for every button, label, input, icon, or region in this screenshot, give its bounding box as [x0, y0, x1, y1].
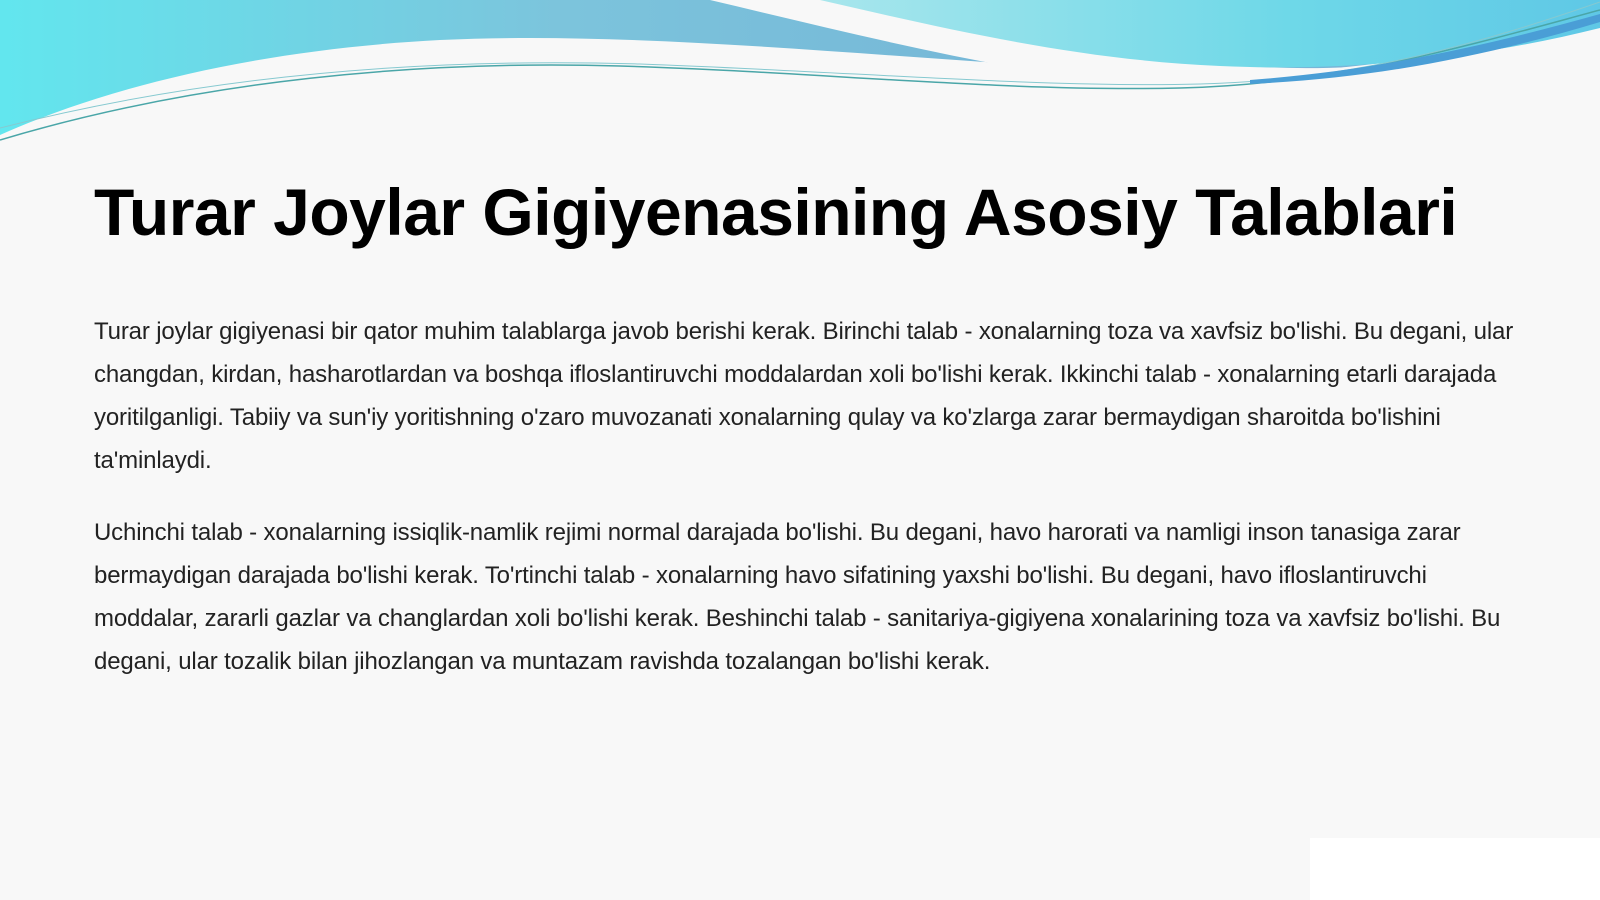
paragraph-1: Turar joylar gigiyenasi bir qator muhim talablarga javob berishi kerak. Birinchi talab - xonalarning toza va xavfsiz bo'lishi. Bu degani, ular changdan, kirdan, hasharotlardan va boshqa ifloslantiruvchi moddalardan xoli bo'lishi kerak. Ikkinchi talab - xonalarning etarli darajada yoritilganligi. Tabiiy va sun'iy yoritishning o'zaro muvozanati xonalarning qulay va ko'zlarga zarar bermaydigan sharoitda bo'lishini ta'minlaydi. [94, 318, 1514, 474]
header-wave-decoration [0, 0, 1600, 150]
slide-content [94, 170, 1514, 683]
slide-title: Turar Joylar Gigiyenasining Asosiy Talablari [94, 175, 1458, 249]
corner-white-block [1310, 838, 1600, 900]
paragraph-2: Uchinchi talab - xonalarning issiqlik-namlik rejimi normal darajada bo'lishi. Bu degani, havo harorati va namligi inson tanasiga zarar bermaydigan darajada bo'lishi kerak. To'rtinchi talab - xonalarning havo sifatining yaxshi bo'lishi. Bu degani, havo ifloslantiruvchi moddalar, zararli gazlar va changlardan xoli bo'lishi kerak. Beshinchi talab - sanitariya-gigiyena xonalarining toza va xavfsiz bo'lishi. Bu degani, ular tozalik bilan jihozlangan va muntazam ravishda tozalangan bo'lishi kerak. [94, 519, 1501, 675]
